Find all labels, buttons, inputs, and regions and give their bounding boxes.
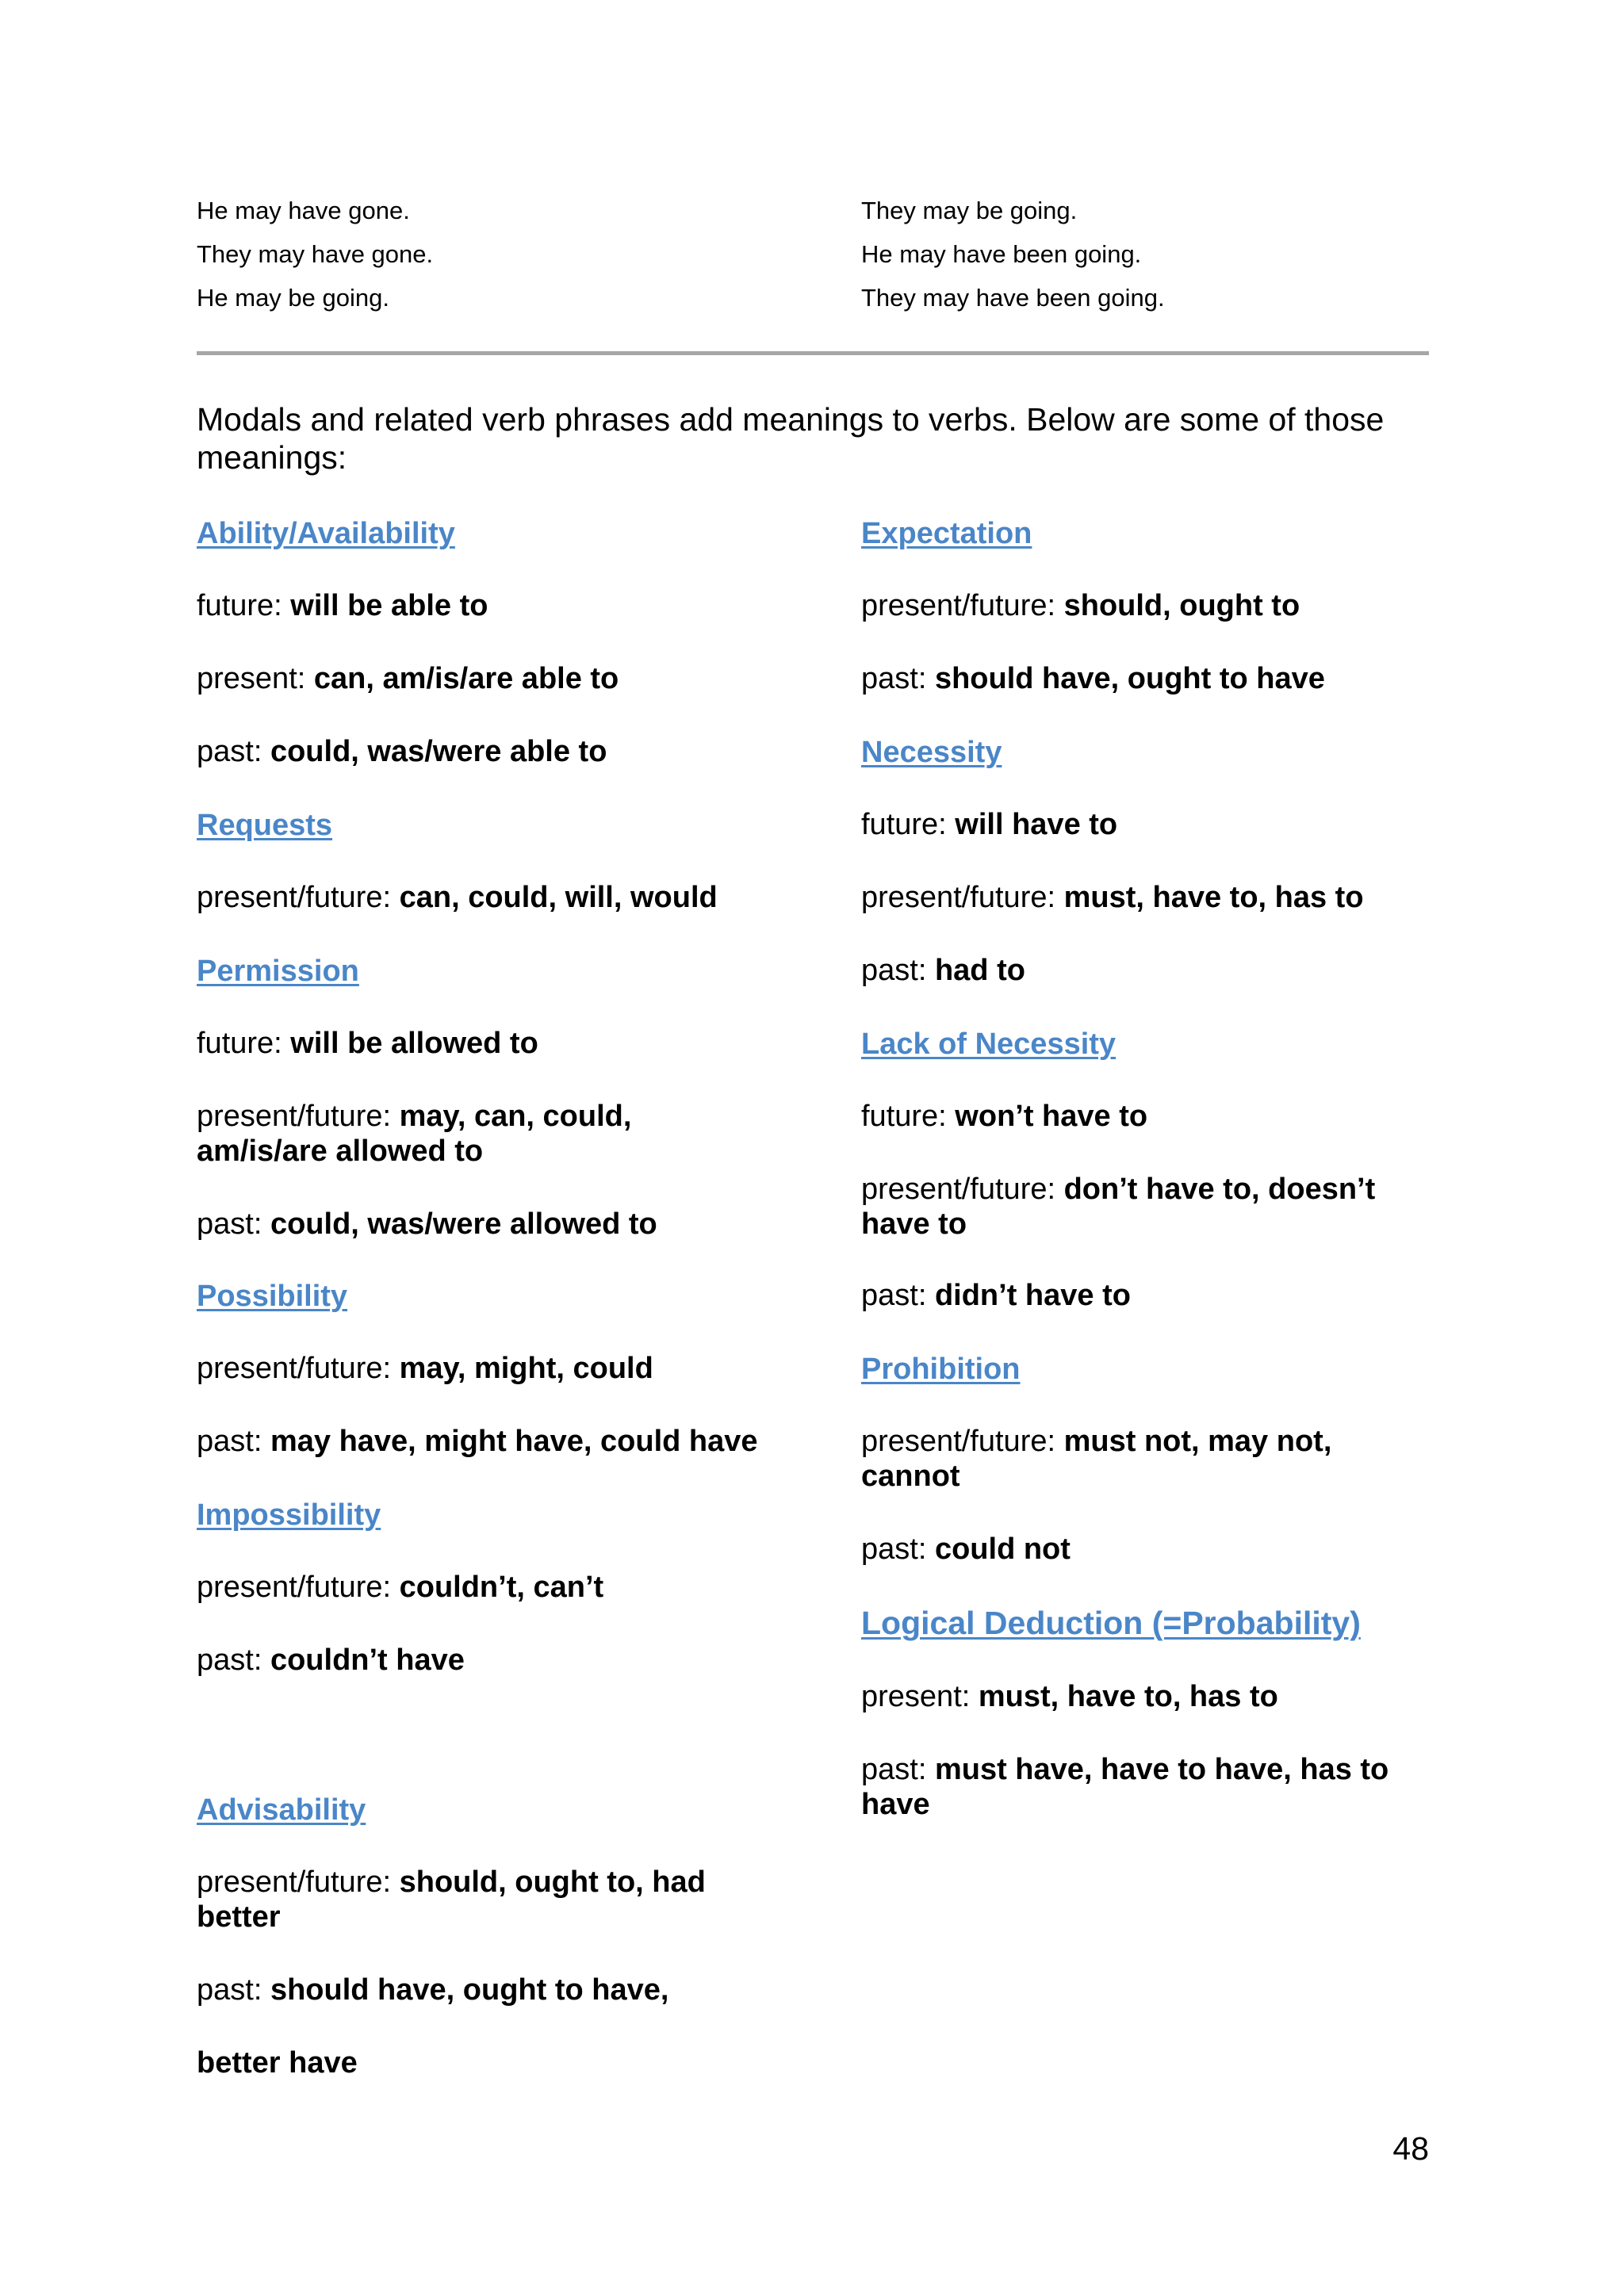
- intro-paragraph: Modals and related verb phrases add meanings to verbs. Below are some of those meanings:: [197, 401, 1385, 476]
- entry-value: could not: [934, 1533, 1071, 1566]
- heading-ability-availability[interactable]: Ability/Availability: [197, 517, 455, 550]
- heading-requests[interactable]: Requests: [197, 809, 333, 842]
- entry-label: present/future:: [861, 1425, 1064, 1458]
- heading-expectation[interactable]: Expectation: [861, 517, 1032, 550]
- entry-logical-deduction-past: [861, 1752, 1400, 1822]
- entry-impossibility-past: [197, 1643, 768, 1678]
- entry-value: should have, ought to have: [934, 662, 1325, 695]
- entry-label: past:: [861, 954, 935, 987]
- entry-label: future:: [861, 1100, 956, 1133]
- entry-label: present:: [861, 1680, 979, 1713]
- heading-impossibility[interactable]: Impossibility: [197, 1498, 381, 1532]
- entry-label: present/future:: [861, 1173, 1064, 1206]
- entry-label: past:: [197, 1425, 270, 1458]
- heading-advisability[interactable]: Advisability: [197, 1793, 366, 1827]
- example-sentence: He may have been going.: [861, 240, 1142, 268]
- entry-value: can, am/is/are able to: [313, 662, 619, 695]
- entry-value: must, have to, has to: [1063, 881, 1364, 914]
- example-sentence: They may be going.: [861, 197, 1078, 224]
- entry-impossibility-present-future: [197, 1570, 768, 1605]
- entry-value: didn’t have to: [934, 1279, 1131, 1312]
- entry-value: will be allowed to: [290, 1027, 538, 1060]
- entry-label: past:: [197, 735, 270, 768]
- entry-value: better have: [197, 2046, 358, 2080]
- entry-value: can, could, will, would: [399, 881, 718, 914]
- entry-label: present/future:: [197, 1352, 400, 1385]
- entry-label: past:: [197, 1207, 270, 1241]
- entry-label: present/future:: [197, 881, 400, 914]
- entry-label: future:: [197, 1027, 291, 1060]
- entry-lack-of-necessity-future: [861, 1099, 1432, 1134]
- entry-possibility-present-future: [197, 1351, 768, 1386]
- entry-label: past:: [861, 1753, 935, 1786]
- example-sentence: He may have gone.: [197, 197, 410, 224]
- example-sentence: They may have gone.: [197, 240, 434, 268]
- entry-advisability-present-future: [197, 1865, 736, 1934]
- entry-value: may have, might have, could have: [270, 1425, 758, 1458]
- entry-value: don’t have to, doesn’t have to: [861, 1173, 1376, 1241]
- heading-necessity[interactable]: Necessity: [861, 736, 1002, 769]
- entry-label: past:: [861, 1279, 935, 1312]
- entry-label: past:: [197, 1973, 270, 2007]
- example-sentence: He may be going.: [197, 284, 389, 312]
- heading-permission[interactable]: Permission: [197, 955, 359, 988]
- entry-permission-present-future: [197, 1099, 672, 1169]
- entry-necessity-past: [861, 953, 1432, 988]
- heading-prohibition[interactable]: Prohibition: [861, 1353, 1021, 1386]
- page-number: 48: [1392, 2130, 1429, 2167]
- entry-expectation-past: [861, 661, 1432, 696]
- entry-label: present:: [197, 662, 314, 695]
- entry-ability-future: [197, 588, 768, 623]
- entry-necessity-future: [861, 807, 1432, 842]
- heading-possibility[interactable]: Possibility: [197, 1280, 348, 1313]
- entry-value: should, ought to, had better: [197, 1866, 706, 1934]
- entry-value: couldn’t, can’t: [399, 1571, 604, 1604]
- entry-value: will be able to: [290, 589, 488, 622]
- entry-logical-deduction-present: [861, 1679, 1432, 1714]
- entry-value: won’t have to: [955, 1100, 1148, 1133]
- entry-necessity-present-future: [861, 880, 1432, 915]
- entry-value: should, ought to: [1063, 589, 1300, 622]
- entry-label: present/future:: [197, 1866, 400, 1899]
- entry-value: must not, may not, cannot: [861, 1425, 1332, 1493]
- entry-label: present/future:: [197, 1100, 400, 1133]
- entry-value: should have, ought to have,: [270, 1973, 669, 2007]
- entry-label: past:: [861, 662, 935, 695]
- entry-value: may, can, could, am/is/are allowed to: [197, 1100, 632, 1168]
- horizontal-divider: [197, 351, 1429, 355]
- entry-permission-past: [197, 1207, 768, 1242]
- entry-ability-past: [197, 734, 768, 769]
- heading-lack-of-necessity[interactable]: Lack of Necessity: [861, 1027, 1116, 1061]
- entry-value: may, might, could: [399, 1352, 653, 1385]
- entry-value: must, have to, has to: [978, 1680, 1278, 1713]
- example-sentence: They may have been going.: [861, 284, 1165, 312]
- entry-requests-present-future: [197, 880, 768, 915]
- entry-advisability-past: [197, 1973, 799, 2007]
- entry-value: had to: [934, 954, 1025, 987]
- entry-value: could, was/were able to: [270, 735, 607, 768]
- entry-label: present/future:: [861, 589, 1064, 622]
- entry-advisability-extra: [197, 2045, 768, 2080]
- entry-label: future:: [197, 589, 291, 622]
- entry-permission-future: [197, 1026, 768, 1061]
- entry-label: present/future:: [861, 881, 1064, 914]
- entry-value: will have to: [955, 808, 1118, 841]
- entry-label: present/future:: [197, 1571, 400, 1604]
- entry-value: couldn’t have: [270, 1644, 465, 1677]
- entry-label: past:: [861, 1533, 935, 1566]
- entry-value: could, was/were allowed to: [270, 1207, 657, 1241]
- heading-logical-deduction[interactable]: Logical Deduction (=Probability): [861, 1605, 1361, 1641]
- entry-lack-of-necessity-present-future: [861, 1172, 1416, 1242]
- entry-prohibition-past: [861, 1532, 1432, 1567]
- entry-prohibition-present-future: [861, 1424, 1369, 1494]
- entry-label: past:: [197, 1644, 270, 1677]
- entry-label: future:: [861, 808, 956, 841]
- entry-lack-of-necessity-past: [861, 1278, 1432, 1313]
- entry-possibility-past: [197, 1424, 799, 1459]
- entry-value: must have, have to have, has to have: [861, 1753, 1389, 1821]
- entry-expectation-present-future: [861, 588, 1432, 623]
- entry-ability-present: [197, 661, 768, 696]
